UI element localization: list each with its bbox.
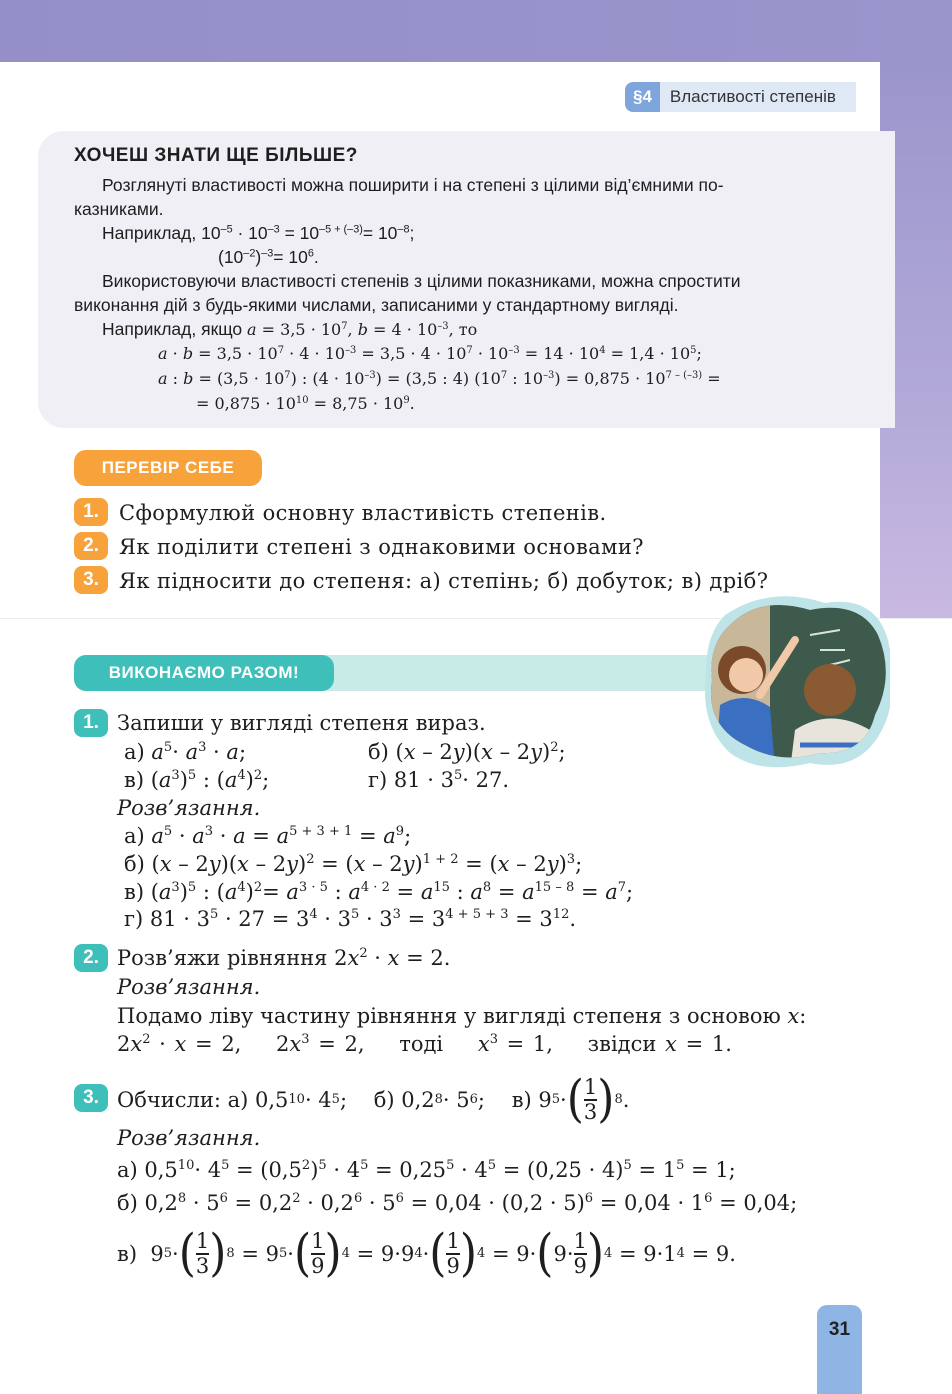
section-number: §4 [625, 82, 660, 112]
task-3-sol-b: б) $0,2^8 \cdot 5^6 = 0,2^2 \cdot 0,2^6 \cdot 5^6 = 0,04 \cdot (0,2 \cdot 5)^6 = 0,04 \cdot 1^6 = 0,04$; [117, 1191, 798, 1215]
info-paragraph-1: Розглянуті властивості можна поширити і на степені з цілими від’ємними по- [102, 175, 724, 195]
info-formula-1: $a \cdot b = 3,5 \cdot 10^7 \cdot 4 \cdot 10^{-3} = 3,5 \cdot 4 \cdot 10^7 \cdot 10^{-3} = 14 \cdot 10^4 = 1,4 \cdot 10^5$; [158, 344, 702, 363]
check-number-3: 3. [74, 566, 108, 594]
task-3-sol-c: в) 9 5 · ( 1 3 ) 8 = 9 5 · ( 1 9 ) 4 = 9·9 4 · ( 1 9 ) 4 = 9· ( 9· 1 9 ) 4 = 9·1 4 = 9. [117, 1224, 736, 1283]
section-tag [625, 82, 856, 112]
info-example-1: Наприклад, $10^{-5} \cdot 10^{-3} = 10^{-5 + (-3)}= 10^{-8}$; [102, 223, 415, 243]
task-2-explain: Подамо ліву частину рівняння у вигляді степеня з основою x: [117, 1004, 807, 1028]
task-1-solution-label: Розв’язання. [117, 796, 261, 820]
do-together-label: ВИКОНАЄМО РАЗОМ! [74, 655, 334, 691]
task-1-sol-a: а) $a^5 \cdot a^3 \cdot a = a^{5 + 3 + 1} = a^9$; [124, 824, 412, 848]
task-3-sol-a: а) $0,5^{10}\cdot 4^5 = (0,5^2)^5 \cdot 4^5 = 0,25^5 \cdot 4^5 = (0,25 \cdot 4)^5 = 1^5 = 1$; [117, 1158, 736, 1182]
classroom-photo [700, 595, 890, 770]
info-formula-2: a : $b = (3,5 \cdot 10^7)$ : $(4 \cdot 10^{-3}) = (3,5$ : 4) ($10^7$ : $10^{-3}) = 0,875 \cdot 10^{7 - (-3)}$ = [158, 369, 721, 388]
info-paragraph-2b: виконання дій з будь-якими числами, записаними у стандартному вигляді. [74, 295, 679, 315]
task-1-sol-b: б) (x – 2y)(x – 2y)$^2$ = (x – 2y)$^{1 + 2}$ = (x – 2y)$^3$; [124, 852, 583, 876]
task-2-prompt: Розв’яжи рівняння [117, 946, 328, 970]
info-example-1b: $(10^{-2})^{-3}= 10^6$. [218, 247, 319, 267]
info-example-2-prefix: Наприклад, якщо [102, 319, 243, 339]
task-3-prompt: Обчисли: [117, 1088, 221, 1112]
check-yourself-label: ПЕРЕВІР СЕБЕ [74, 450, 262, 486]
info-box [38, 131, 895, 428]
task-1-c: в) $(a^3)^5$ : $(a^4)^2$; [124, 768, 270, 792]
info-formula-3: = $0,875 \cdot 10^{10} = 8,75 \cdot 10^9$. [196, 394, 415, 413]
task-3-solution-label: Розв’язання. [117, 1126, 261, 1150]
task-1-text: Запиши у вигляді степеня вираз. [117, 711, 486, 735]
check-question-2: Як поділити степені з однаковими основами? [119, 535, 644, 559]
check-question-1: Сформулюй основну властивість степенів. [119, 501, 607, 525]
task-3-text: Обчисли: а) 0,5 10 · 4 5 ; б) 0,2 8 · 5 6 ; в) 9 5 · ( 1 3 ) 8 . [117, 1070, 630, 1129]
task-number-2: 2. [74, 944, 108, 972]
check-number-1: 1. [74, 498, 108, 526]
task-number-3: 3. [74, 1084, 108, 1112]
info-example-2: Наприклад, якщо $a = 3,5 \cdot 10^7$, $b = 4 \cdot 10^{-3}$, то [102, 319, 478, 339]
task-2-text: Розв’яжи рівняння $2x^2 \cdot x = 2$. [117, 946, 451, 970]
task-number-1: 1. [74, 709, 108, 737]
task-1-d: г) $81 \cdot 3^5\cdot 27$. [368, 768, 510, 792]
task-1-sol-d: г) $81 \cdot 3^5 \cdot 27 = 3^4 \cdot 3^5 \cdot 3^3 = 3^{4 + 5 + 3} = 3^{12}$. [124, 907, 577, 931]
info-paragraph-2: Використовуючи властивості степенів з цілими показниками, можна спростити [102, 271, 741, 291]
task-1-a: а) $a^5\cdot a^3 \cdot a$; [124, 740, 247, 764]
task-2-solution-label: Розв’язання. [117, 975, 261, 999]
info-example-1-prefix: Наприклад, [102, 223, 197, 243]
page-number: 31 [817, 1305, 862, 1394]
task-1-b: б) (x – 2y)(x – 2y)$^2$; [368, 740, 566, 764]
task-1-sol-c: в) $(a^3)^5$ : $(a^4)^2= a^{3 \cdot 5}$ : $a^{4 \cdot 2} = a^{15}$ : $a^8 = a^{15 - 8} = a^7$; [124, 880, 634, 904]
info-paragraph-1b: казниками. [74, 199, 164, 219]
task-2-explain-text: Подамо ліву частину рівняння у вигляді степеня з основою [117, 1004, 781, 1028]
section-title: Властивості степенів [660, 82, 856, 112]
header-band [0, 0, 952, 62]
task-2-then: тоді [399, 1032, 444, 1056]
task-2-hence: звідси [587, 1032, 657, 1056]
task-2-solution: $2x^2 \cdot x = 2$, $2x^3 = 2$, тоді $x^3 = 1$, звідси x = 1. [117, 1032, 732, 1056]
check-number-2: 2. [74, 532, 108, 560]
info-title: ХОЧЕШ ЗНАТИ ЩЕ БІЛЬШЕ? [74, 145, 358, 166]
check-question-3: Як підносити до степеня: а) степінь; б) добуток; в) дріб? [119, 569, 769, 593]
